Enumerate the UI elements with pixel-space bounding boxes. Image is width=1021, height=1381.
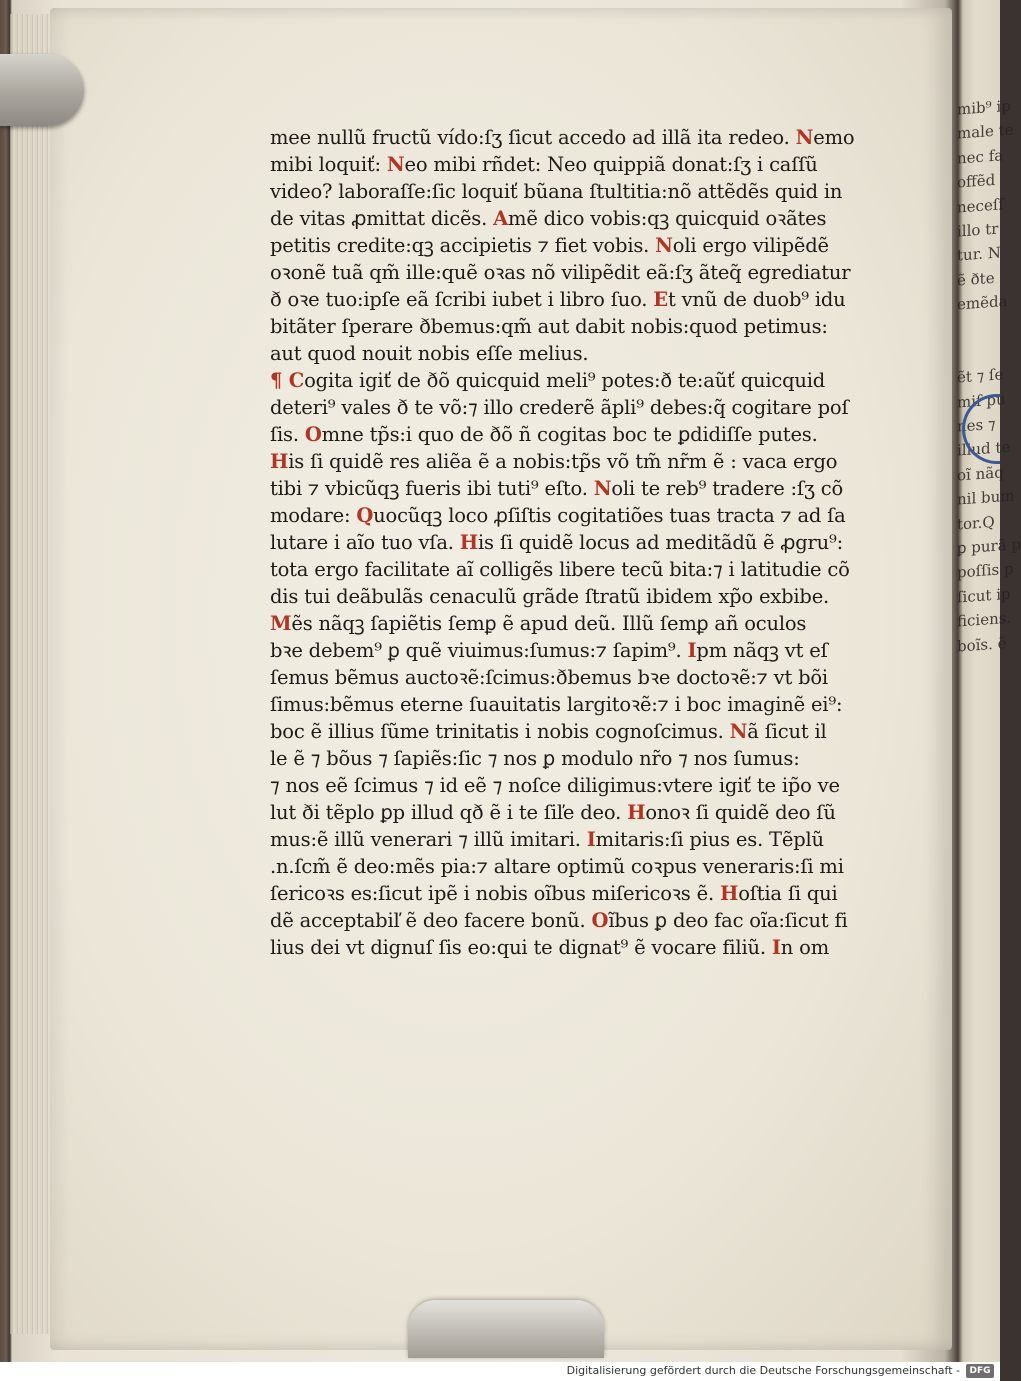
line-text-continued: oſtia ſi qui — [738, 882, 838, 905]
rubric-initial: O — [304, 423, 322, 446]
rubric-initial: H — [719, 882, 739, 905]
line-text-continued: oli ergo vilipẽdẽ — [672, 234, 829, 257]
next-page-line: ẽ ðte — [957, 268, 995, 290]
next-page-line: ẽt ⁊ ſe — [957, 365, 1004, 387]
rubric-initial: H — [627, 801, 646, 824]
rubric-initial: N — [593, 477, 612, 500]
rubric-initial: H — [459, 531, 478, 554]
next-page-line: nil bum — [957, 486, 1015, 509]
line-text: ð oꝛe tuo:ipſe eã ſcribi iubet i libro ſuo. — [270, 288, 654, 311]
line-text: video? laboraſſe:ſic loquiť bũana ſtultitia:nõ attẽdẽs quid in — [270, 180, 843, 203]
text-line — [270, 799, 860, 826]
rubric-initial: ¶ C — [270, 369, 305, 392]
line-text: mus:ẽ illũ venerari ⁊ illũ imitari. — [270, 828, 587, 851]
line-text: petitis credite:qꝫ accipietis ⁊ fiet vobis. — [270, 234, 656, 257]
line-text-continued: onoꝛ ſi quidẽ deo ſũ — [645, 801, 836, 824]
line-text: ſis. — [270, 423, 305, 446]
line-text-continued: t vnũ de duob⁹ idu — [667, 288, 846, 311]
rubric-initial: N — [655, 234, 673, 257]
next-page-line: tur. N — [957, 243, 1001, 265]
text-line — [270, 124, 860, 151]
next-page-line: emẽda — [957, 292, 1008, 314]
line-text-continued: is ſi quidẽ locus ad meditãdũ ẽ ꝓgru⁹: — [477, 531, 843, 554]
line-text-continued: pm nãqꝫ vt eſ — [696, 639, 828, 662]
text-line — [270, 583, 860, 610]
line-text: dẽ acceptabiľ ẽ deo facere bonũ. — [270, 909, 592, 932]
text-line — [270, 205, 860, 232]
text-line — [270, 313, 860, 340]
rubric-initial: E — [653, 288, 668, 311]
rubric-initial: N — [795, 126, 814, 149]
line-text: le ẽ ⁊ bõus ⁊ ſapiẽs:ſic ⁊ nos ꝑ modulo nr̃o ⁊ nos ſumus: — [270, 747, 800, 770]
next-page-line: ꝑ purã p — [957, 535, 1021, 558]
line-text: lutare i aĩo tuo vſa. — [270, 531, 460, 554]
line-text-continued: mne tp̃s:i quo de ðõ ñ cogitas boc te ꝑdidiſſe putes. — [321, 423, 818, 446]
line-text: tota ergo facilitate aĩ colligẽs libere tecũ bita:⁊ i latitudie cõ — [270, 558, 850, 581]
line-text-continued: is ſi quidẽ res aliẽa ẽ a nobis:tp̃s võ tm̃ nr̃m ẽ : vaca ergo — [288, 450, 838, 473]
rubric-initial: I — [771, 936, 781, 959]
line-text-continued: eo mibi rñdet: Neo quippiã donat:ſʒ i caſſũ — [404, 153, 818, 176]
line-text-continued: n om — [780, 936, 829, 959]
next-page-line: illud te — [957, 438, 1011, 460]
next-page-line: poſſis p — [957, 559, 1014, 582]
text-line — [270, 880, 860, 907]
page-clip-top — [0, 54, 84, 126]
text-line — [270, 367, 860, 394]
text-line — [270, 259, 860, 286]
line-text: oꝛonẽ tuã qm̃ ille:quẽ oꝛas nõ vilipẽdit eã:ſʒ ãteq̃ egrediatur — [270, 261, 851, 284]
next-page-fragment — [957, 96, 1021, 676]
text-block — [270, 124, 860, 961]
next-page-line: ſicut ip — [957, 584, 1011, 607]
rubric-initial: N — [386, 153, 405, 176]
footer-bar — [0, 1362, 1000, 1381]
rubric-initial: M — [270, 612, 292, 635]
text-line — [270, 718, 860, 745]
line-text: ſemus bẽmus auctoꝛẽ:ſcimus:ðbemus bꝛe doctoꝛẽ:⁊ vt bõi — [270, 666, 828, 689]
next-page-line: neceſſ — [957, 194, 1004, 217]
line-text: lius dei vt dignuſ ſis eo:qui te dignat⁹ ẽ vocare filiũ. — [270, 936, 772, 959]
line-text-continued: ã ſicut il — [747, 720, 827, 743]
rubric-initial: I — [586, 828, 596, 851]
next-page-line: oĩ nãq — [957, 463, 1004, 485]
line-text: bitãter ſperare ðbemus:qm̃ aut dabit nobis:quod petimus: — [270, 315, 828, 338]
line-text-continued: mitaris:ſi pius es. Tẽplũ — [595, 828, 824, 851]
rubric-initial: Q — [356, 504, 374, 527]
text-line — [270, 772, 860, 799]
text-line — [270, 475, 860, 502]
next-page-line: mib⁹ ip — [957, 96, 1011, 119]
text-line — [270, 637, 860, 664]
text-line — [270, 529, 860, 556]
rubric-initial: H — [270, 450, 289, 473]
text-line — [270, 340, 860, 367]
line-text: mibi loquiť: — [270, 153, 387, 176]
text-line — [270, 232, 860, 259]
text-line — [270, 610, 860, 637]
line-text-continued: mẽ dico vobis:qꝫ quicquid oꝛãtes — [508, 207, 827, 230]
text-line — [270, 394, 860, 421]
next-page-line: boĩs. ẽ — [957, 633, 1007, 656]
rubric-initial: I — [687, 639, 697, 662]
line-text-continued: ĩbus ꝑ deo fac oĩa:ſicut fi — [608, 909, 848, 932]
line-text: de vitas ꝓmittat dicẽs. — [270, 207, 494, 230]
next-page-line: tor.Q — [957, 512, 995, 534]
text-line — [270, 745, 860, 772]
funding-credit: Digitalisierung gefördert durch die Deutsche Forschungsgemeinschaft - — [566, 1364, 960, 1377]
rubric-initial: N — [729, 720, 748, 743]
next-page-line: ficiens. — [957, 608, 1012, 631]
line-text-continued: emo — [813, 126, 855, 149]
line-text: aut quod nouit nobis eſſe melius. — [270, 342, 589, 365]
line-text: modare: — [270, 504, 357, 527]
text-line — [270, 448, 860, 475]
line-text: boc ẽ illius ſũme trinitatis i nobis cognoſcimus. — [270, 720, 730, 743]
line-text-continued: ẽs nãqꝫ ſapiẽtis ſemꝑ ẽ apud deũ. Illũ ſemꝑ añ oculos — [291, 612, 807, 635]
text-line — [270, 286, 860, 313]
line-text: bꝛe debem⁹ ꝑ quẽ viuimus:ſumus:⁊ ſapim⁹. — [270, 639, 688, 662]
line-text: ⁊ nos eẽ ſcimus ⁊ id eẽ ⁊ noſce diligimus:vtere igiť te ip̃o ve — [270, 774, 840, 797]
next-page-line — [957, 338, 1000, 365]
rubric-initial: O — [591, 909, 609, 932]
next-page-line: male te — [957, 120, 1014, 143]
line-text: mee nullũ fructũ vído:ſʒ ſicut accedo ad illã ita redeo. — [270, 126, 796, 149]
text-line — [270, 664, 860, 691]
text-line — [270, 853, 860, 880]
next-page-line: nes ⁊ — [957, 414, 996, 436]
page-clip-bottom — [408, 1300, 604, 1358]
text-line — [270, 826, 860, 853]
line-text-continued: ogita igiť de ðõ quicquid meli⁹ potes:ð te:aũť quicquid — [304, 369, 826, 392]
line-text: ſericoꝛs es:ſicut ipẽ i nobis oĩbus miſericoꝛs ẽ. — [270, 882, 720, 905]
line-text: dis tui deãbulãs cenaculũ grãde ſtratũ ibidem xp̃o exbibe. — [270, 585, 830, 608]
next-page-line: nec fa — [957, 146, 1004, 168]
next-page-line: offẽd — [957, 171, 996, 192]
text-line — [270, 556, 860, 583]
text-line — [270, 502, 860, 529]
text-line — [270, 934, 860, 961]
text-line — [270, 151, 860, 178]
line-text: .n.ſcm̃ ẽ deo:mẽs pia:⁊ altare optimũ coꝛpus veneraris:ſi mi — [270, 855, 844, 878]
line-text-continued: oli te reb⁹ tradere :ſʒ cõ — [611, 477, 844, 500]
text-line — [270, 421, 860, 448]
rubric-initial: A — [493, 207, 509, 230]
line-text-continued: uocũqꝫ loco ꝓſiſtis cogitatiões tuas tracta ⁊ ad ſa — [373, 504, 846, 527]
line-text: lut ði tẽplo ꝑp illud qð ẽ i te ſiľe deo. — [270, 801, 628, 824]
line-text: ſimus:bẽmus eterne ſuauitatis largitoꝛẽ:⁊ i boc imaginẽ ei⁹: — [270, 693, 843, 716]
line-text: deteri⁹ vales ð te võ:⁊ illo crederẽ ãpli⁹ debes:q̃ cogitare poſ — [270, 396, 849, 419]
text-line — [270, 691, 860, 718]
line-text: tibi ⁊ vbicũqꝫ fueris ibi tuti⁹ eſto. — [270, 477, 594, 500]
text-line — [270, 907, 860, 934]
dfg-logo-icon: DFG — [966, 1364, 994, 1378]
next-page-line — [957, 314, 1000, 341]
next-page-line: illo tr — [957, 219, 999, 241]
next-page-line: miſ pu — [957, 389, 1006, 412]
text-line — [270, 178, 860, 205]
